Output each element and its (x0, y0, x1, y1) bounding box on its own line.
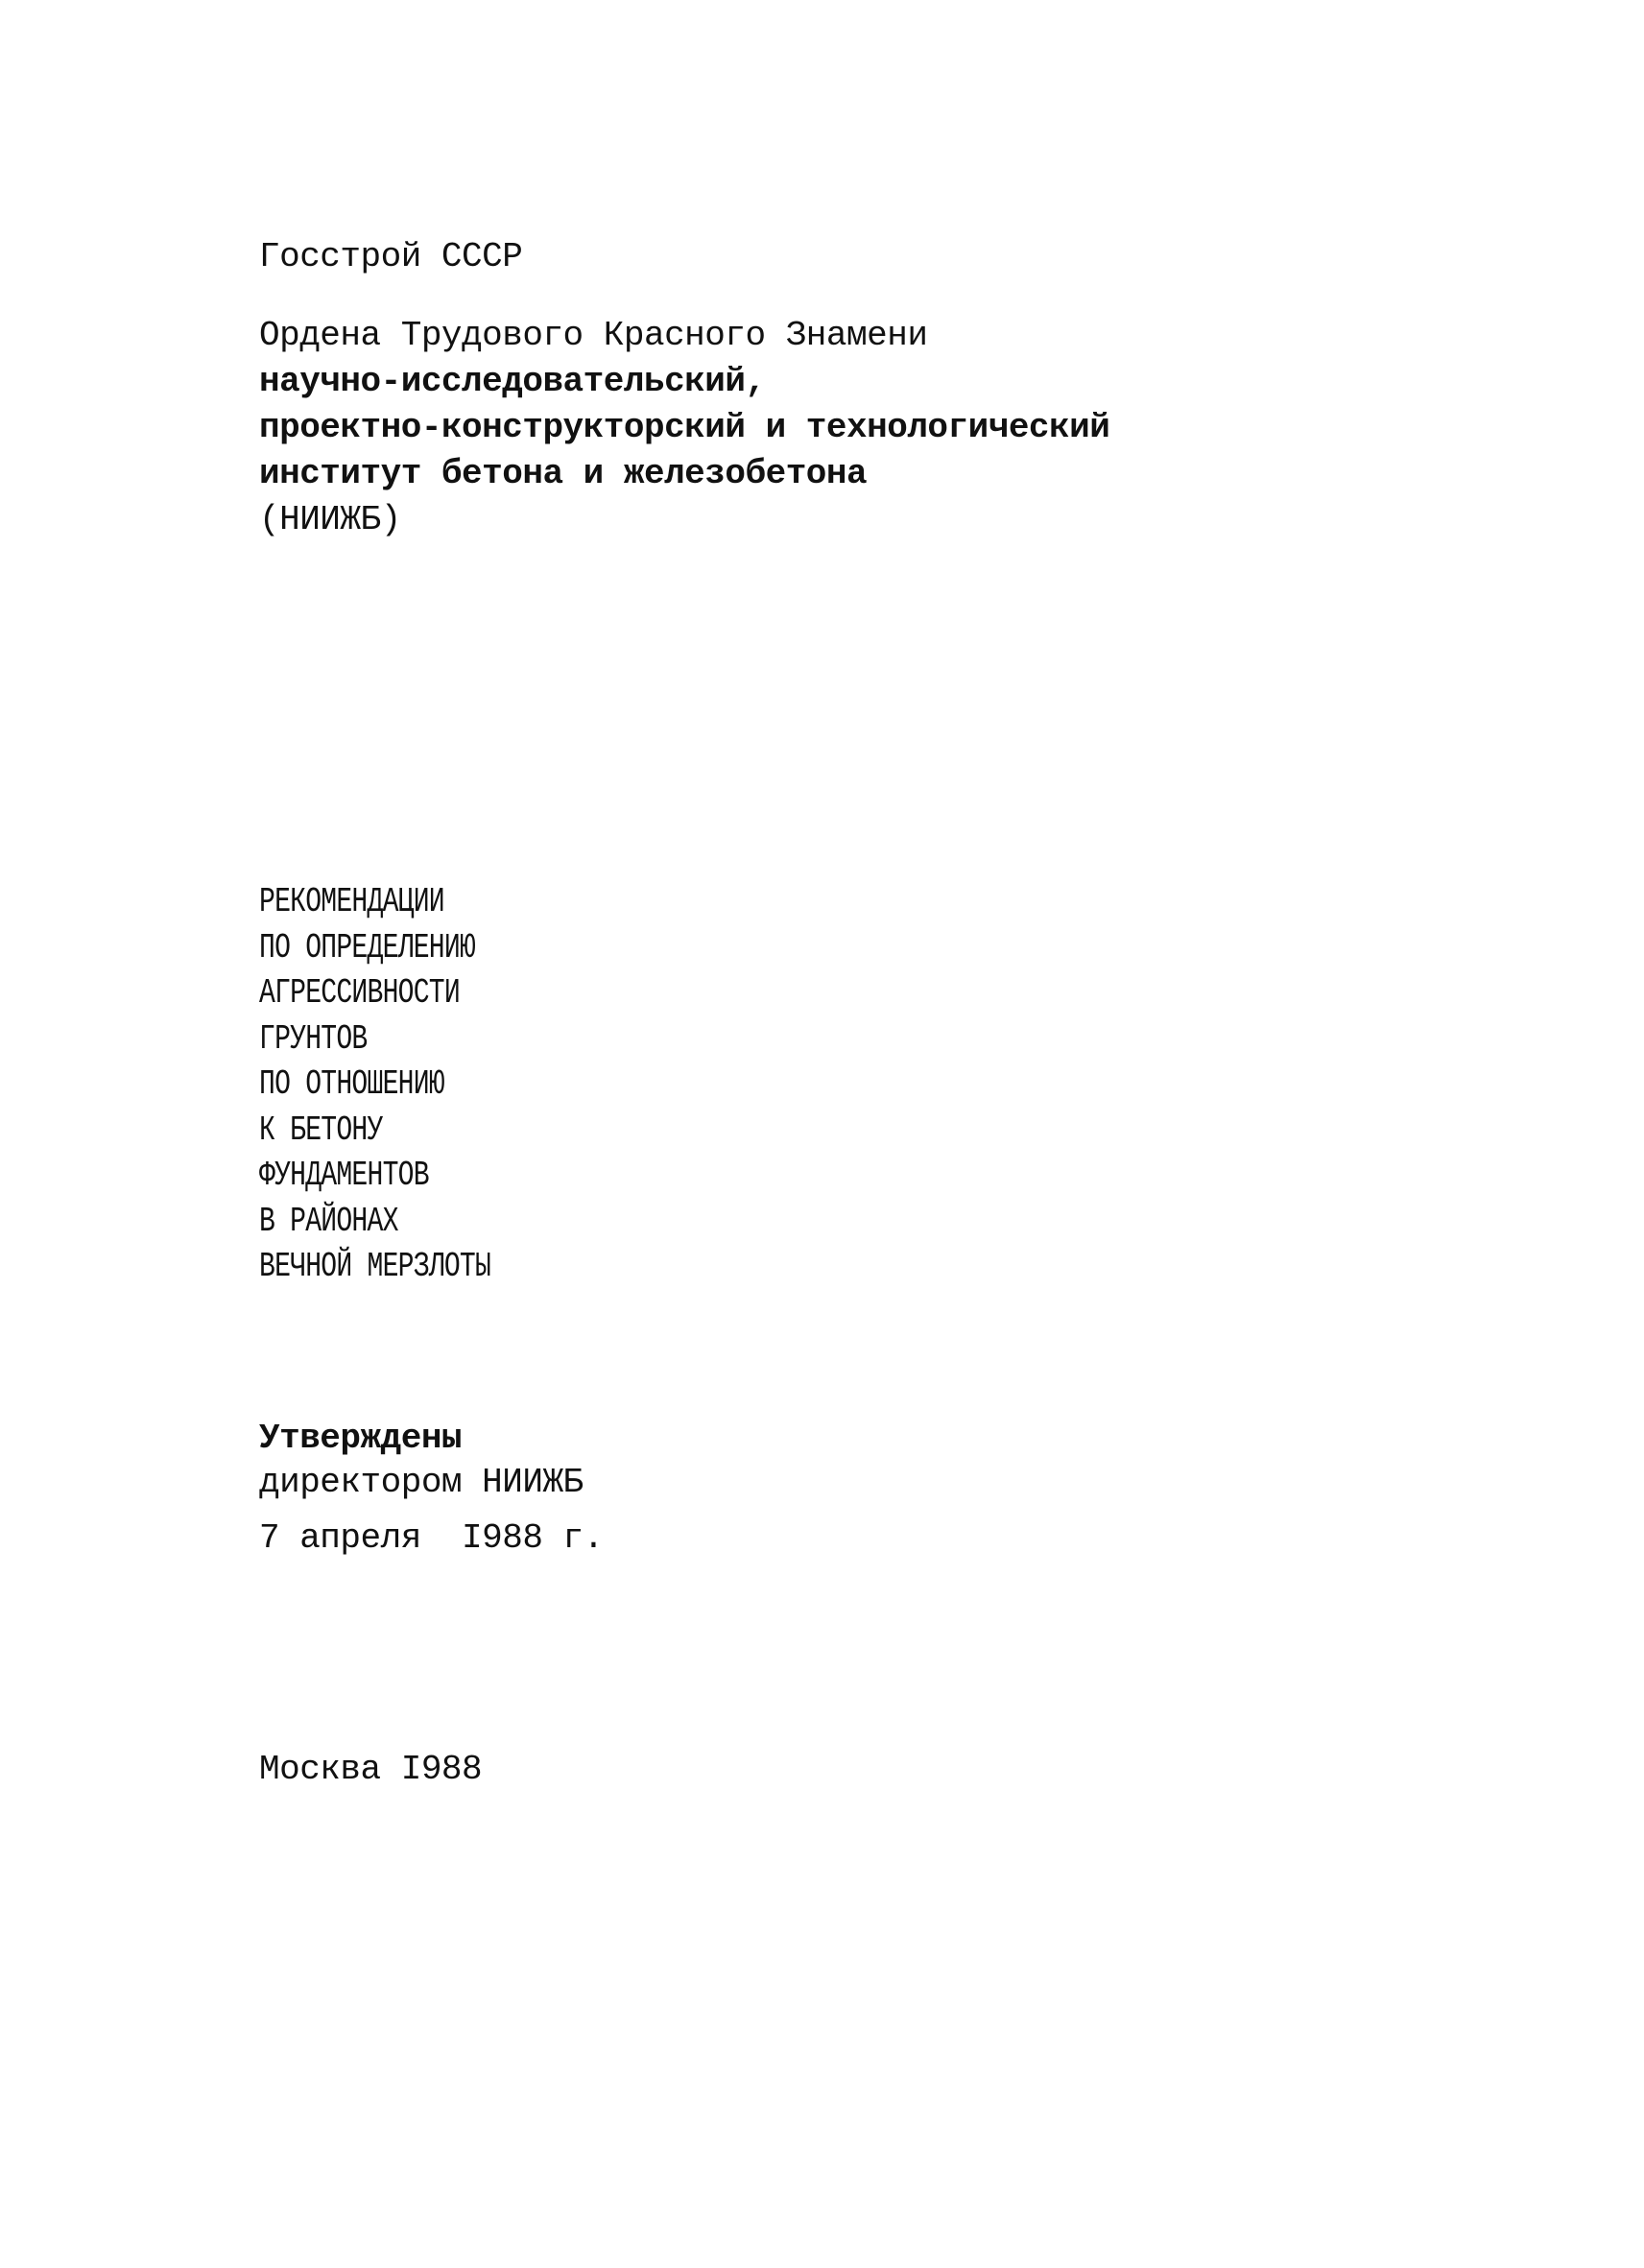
title-line: ФУНДАМЕНТОВ (259, 1156, 429, 1195)
title-line: ПО ОПРЕДЕЛЕНИЮ (259, 927, 475, 967)
title-line: ГРУНТОВ (259, 1018, 368, 1059)
approval-line: директором НИИЖБ (259, 1463, 584, 1502)
institute-line: научно-исследовательский, (259, 362, 766, 401)
title-line: В РАЙОНАХ (259, 1201, 398, 1241)
title-line: К БЕТОНУ (259, 1110, 383, 1150)
title-line: АГРЕССИВНОСТИ (259, 973, 460, 1013)
institute-line: Ордена Трудового Красного Знамени (259, 316, 928, 355)
title-line: РЕКОМЕНДАЦИИ (259, 882, 444, 921)
institute-name (259, 313, 1109, 543)
agency-line: Госстрой СССР (259, 237, 523, 276)
institute-line: проектно-конструкторский и технологический (259, 408, 1110, 447)
title-line: ПО ОТНОШЕНИЮ (259, 1064, 444, 1104)
agency-name (259, 234, 522, 280)
title-line: ВЕЧНОЙ МЕРЗЛОТЫ (259, 1247, 491, 1286)
approval-line: Утверждены (259, 1419, 463, 1458)
document-title (259, 879, 556, 1290)
institute-abbreviation: (НИИЖБ) (259, 500, 401, 539)
institute-line: институт бетона и железобетона (259, 454, 868, 493)
publication-place-year (259, 1747, 482, 1793)
approval-date: 7 апреля I988 г. (259, 1518, 604, 1558)
city-year-line: Москва I988 (259, 1750, 483, 1789)
approval-note (259, 1417, 604, 1561)
